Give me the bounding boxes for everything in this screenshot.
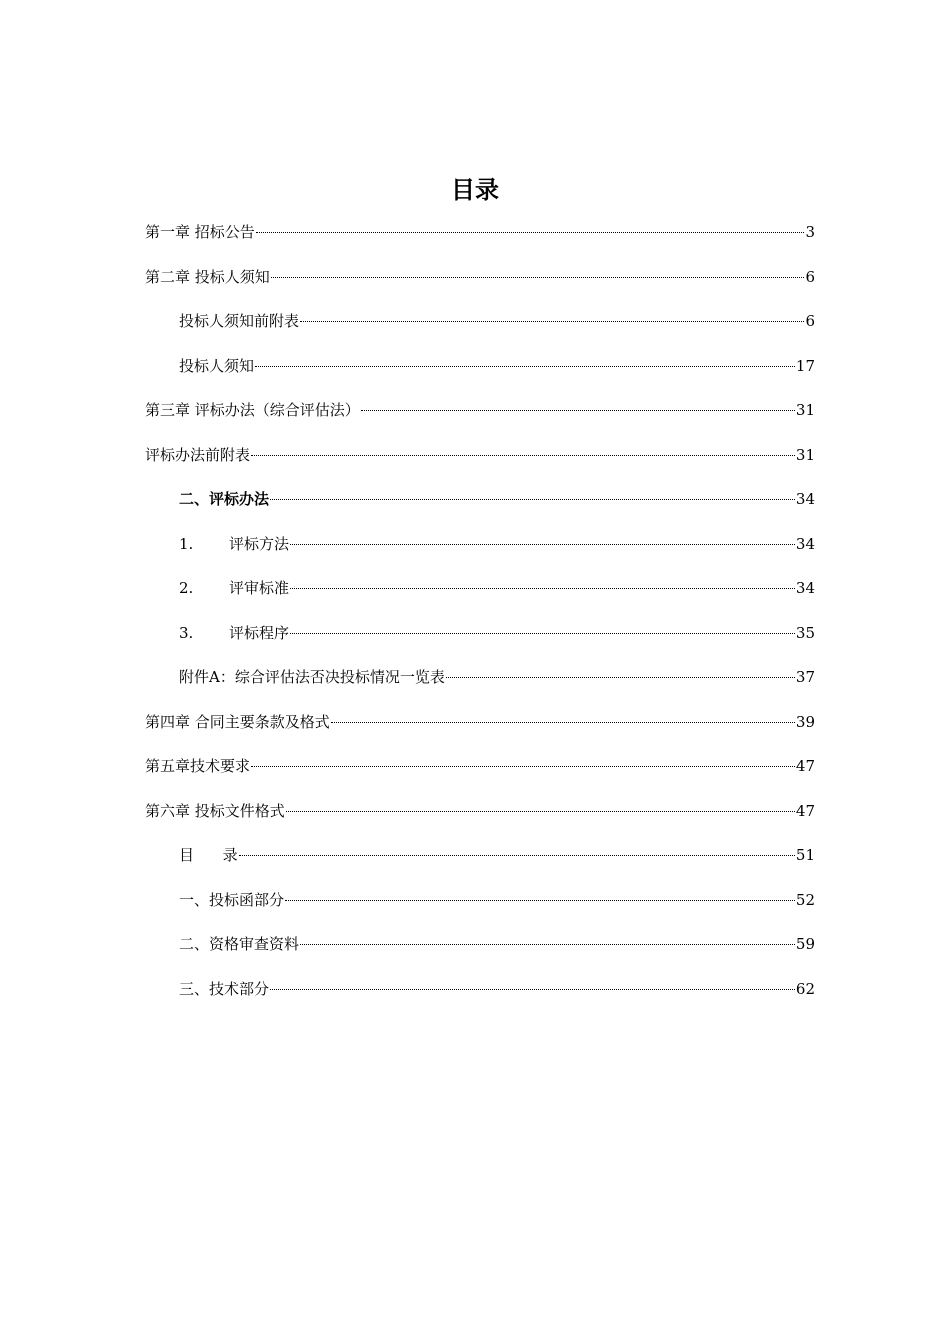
dot-leader [290, 633, 795, 634]
toc-entry-chapter-6[interactable] [145, 789, 815, 834]
toc-entry-label: 二、资格审查资料 [179, 935, 300, 953]
toc-entry-page: 47 [795, 757, 815, 775]
toc-entry-page: 52 [795, 890, 815, 909]
toc-entry-label: 一、投标函部分 [179, 890, 285, 909]
toc-entry-label: 二、评标办法 [179, 490, 270, 508]
toc-entry-label: 第二章 投标人须知 [145, 267, 270, 286]
toc-entry-bidder-instructions[interactable] [145, 344, 815, 389]
toc-entry-label: 第五章技术要求 [145, 757, 251, 775]
toc-entry-page: 3 [805, 223, 815, 241]
toc-entry-attachment-a[interactable] [145, 655, 815, 700]
toc-entry-evaluation-method[interactable] [145, 522, 815, 567]
toc-list [145, 210, 815, 1011]
toc-entry-label: 附件A：综合评估法否决投标情况一览表 [179, 668, 445, 686]
toc-entry-contents[interactable] [145, 833, 815, 878]
toc-entry-technical[interactable] [145, 967, 815, 1012]
toc-entry-bidder-appendix[interactable] [145, 299, 815, 344]
toc-entry-chapter-5[interactable] [145, 744, 815, 789]
toc-entry-qualification[interactable] [145, 922, 815, 967]
toc-entry-page: 37 [795, 668, 815, 686]
toc-entry-bid-letter[interactable] [145, 878, 815, 923]
toc-entry-evaluation-procedure[interactable] [145, 611, 815, 656]
dot-leader [290, 544, 795, 545]
toc-entry-evaluation-appendix[interactable] [145, 433, 815, 478]
toc-entry-chapter-2[interactable] [145, 255, 815, 300]
toc-entry-label: 第三章 评标办法（综合评估法） [145, 401, 360, 419]
toc-entry-label: 目 录 [179, 846, 238, 864]
toc-entry-label: 评标办法前附表 [145, 445, 251, 464]
toc-entry-page: 47 [795, 801, 815, 820]
toc-entry-page: 59 [795, 935, 815, 953]
dot-leader [251, 455, 795, 456]
toc-entry-label: 评标程序 [229, 623, 290, 642]
dot-leader [256, 232, 805, 233]
toc-entry-number: 1. [179, 534, 194, 553]
toc-entry-page: 17 [795, 356, 815, 375]
toc-entry-page: 35 [795, 623, 815, 642]
toc-entry-label: 第六章 投标文件格式 [145, 801, 285, 820]
toc-entry-chapter-3[interactable] [145, 388, 815, 433]
dot-leader [255, 366, 795, 367]
toc-entry-page: 6 [805, 267, 815, 286]
toc-entry-label: 第一章 招标公告 [145, 223, 255, 241]
dot-leader [251, 766, 795, 767]
toc-entry-number: 2. [179, 579, 194, 597]
dot-leader [285, 900, 795, 901]
dot-leader [361, 410, 795, 411]
toc-entry-label: 投标人须知 [179, 356, 255, 375]
toc-entry-page: 31 [795, 445, 815, 464]
toc-entry-evaluation-method-section[interactable] [145, 477, 815, 522]
toc-entry-page: 51 [795, 846, 815, 864]
toc-entry-chapter-4[interactable] [145, 700, 815, 745]
toc-entry-page: 6 [805, 312, 815, 330]
toc-entry-label: 投标人须知前附表 [179, 312, 300, 330]
dot-leader [239, 855, 795, 856]
dot-leader [286, 811, 795, 812]
dot-leader [270, 499, 795, 500]
toc-entry-label: 三、技术部分 [179, 979, 270, 998]
toc-entry-page: 34 [795, 579, 815, 597]
toc-entry-review-criteria[interactable] [145, 566, 815, 611]
dot-leader [290, 588, 795, 589]
dot-leader [300, 321, 804, 322]
toc-title: 目录 [451, 176, 499, 204]
dot-leader [331, 722, 795, 723]
toc-entry-page: 39 [795, 712, 815, 731]
toc-entry-label: 评标方法 [229, 534, 290, 553]
toc-entry-label: 评审标准 [229, 579, 290, 597]
toc-entry-page: 34 [795, 490, 815, 508]
toc-entry-chapter-1[interactable] [145, 210, 815, 255]
dot-leader [270, 989, 795, 990]
dot-leader [446, 677, 795, 678]
dot-leader [300, 944, 795, 945]
toc-entry-page: 34 [795, 534, 815, 553]
toc-entry-page: 31 [795, 401, 815, 419]
toc-entry-number: 3. [179, 623, 194, 642]
toc-entry-label: 第四章 合同主要条款及格式 [145, 712, 330, 731]
dot-leader [271, 277, 805, 278]
toc-entry-page: 62 [795, 979, 815, 998]
